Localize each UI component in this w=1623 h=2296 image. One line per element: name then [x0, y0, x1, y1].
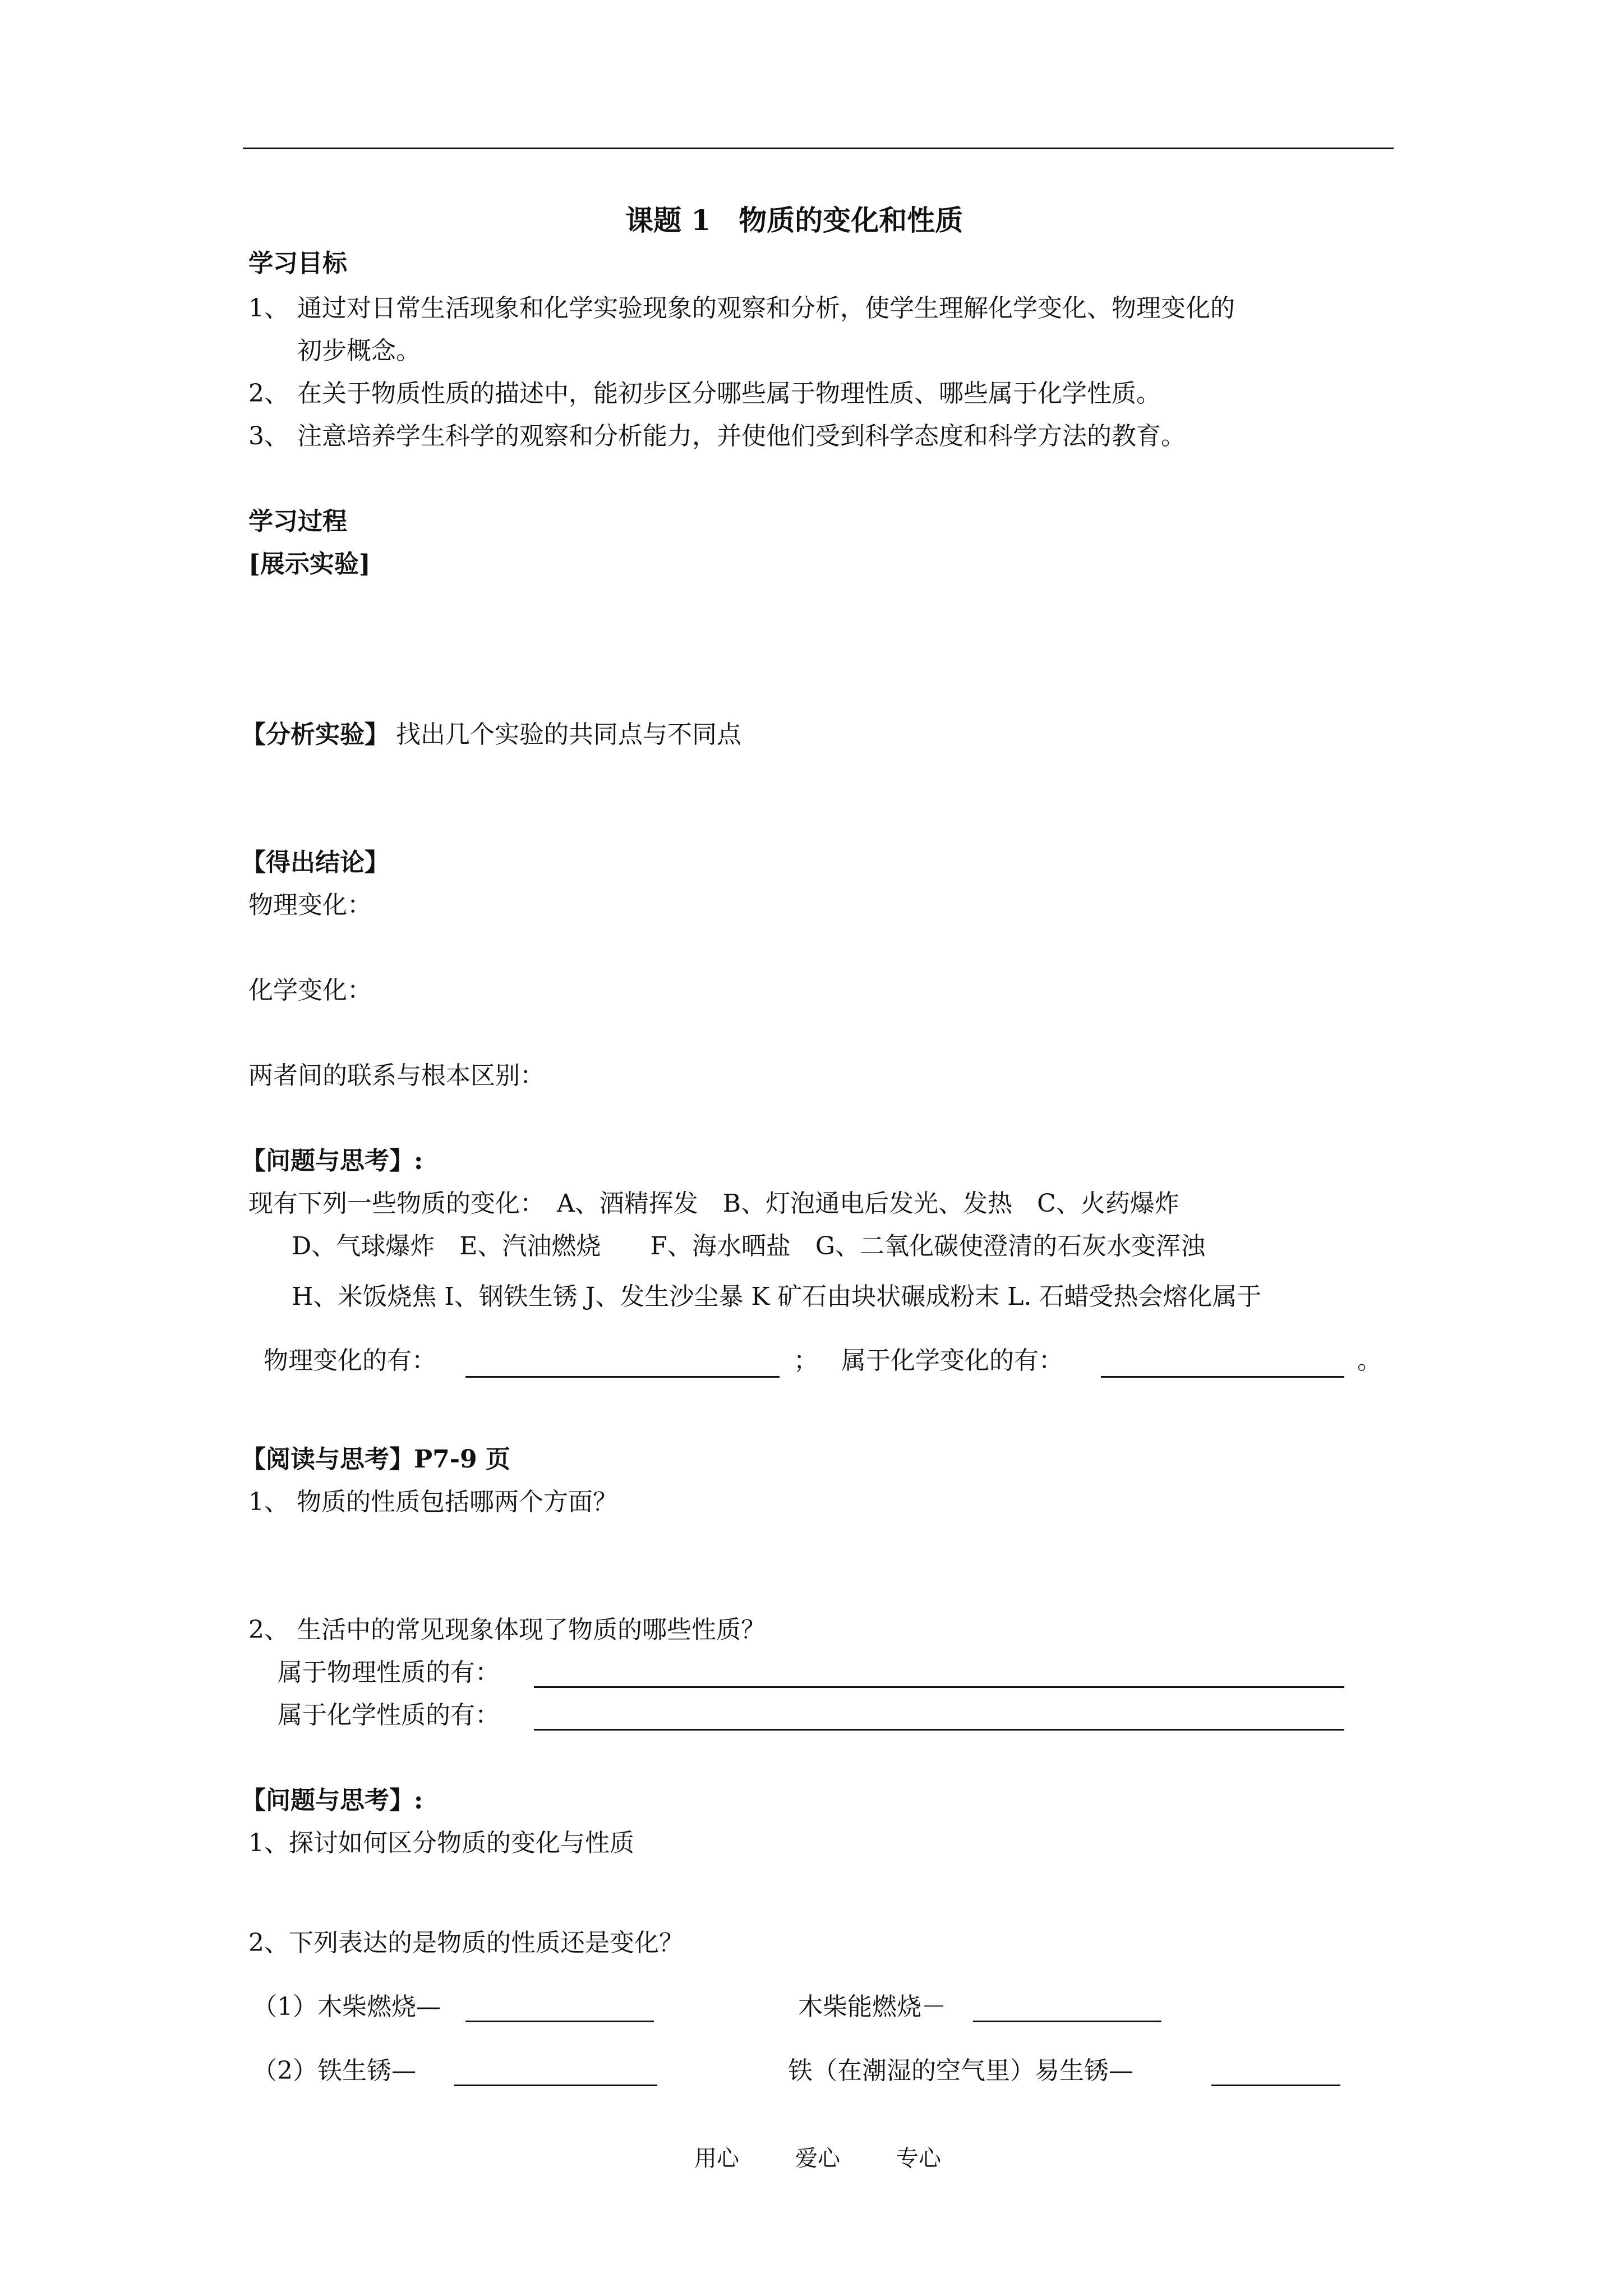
footer-text-3: 专心 — [896, 2146, 941, 2171]
question2-q1: 1、探讨如何区分物质的变化与性质 — [248, 1829, 634, 1857]
footer-text-1: 用心 — [694, 2146, 739, 2171]
analysis-label: 【分析实验】 — [241, 720, 389, 749]
chemical-props-blank[interactable] — [534, 1729, 1344, 1731]
item-1-left-blank[interactable] — [465, 2021, 654, 2022]
goal-1-num: 1、 — [248, 294, 289, 323]
item-2-right: 铁（在潮湿的空气里）易生锈— — [788, 2056, 1133, 2085]
reading-q1: 1、 物质的性质包括哪两个方面？ — [248, 1488, 617, 1516]
physical-change-label: 物理变化： — [248, 891, 372, 919]
footer-text-2: 爱心 — [795, 2146, 840, 2171]
goal-3-text: 注意培养学生科学的观察和分析能力，并使他们受到科学态度和科学方法的教育。 — [297, 422, 1186, 450]
page-title: 课题 1 物质的变化和性质 — [625, 204, 963, 237]
header-rule — [243, 148, 1394, 149]
item-1-left: （1）木柴燃烧— — [252, 1993, 441, 2021]
chemical-change-blank[interactable] — [1101, 1376, 1344, 1378]
physical-props-blank[interactable] — [534, 1686, 1344, 1688]
chemical-change-label: 化学变化： — [248, 976, 372, 1005]
item-2-left-blank[interactable] — [454, 2085, 657, 2086]
goal-3-num: 3、 — [248, 422, 289, 450]
item-1-right-blank[interactable] — [973, 2021, 1161, 2022]
goal-1-cont: 初步概念。 — [297, 337, 421, 365]
item-2-left: （2）铁生锈— — [252, 2056, 416, 2085]
process-heading: 学习过程 — [248, 507, 347, 536]
question2-heading: 【问题与思考】: — [241, 1786, 423, 1815]
goal-1-text: 通过对日常生活现象和化学实验现象的观察和分析，使学生理解化学变化、物理变化的 — [297, 294, 1235, 323]
relation-label: 两者间的联系与根本区别： — [248, 1061, 545, 1090]
reading-heading: 【阅读与思考】P7-9 页 — [241, 1445, 510, 1474]
question1-line1: 现有下列一些物质的变化： A、酒精挥发 B、灯泡通电后发光、发热 C、火药爆炸 — [248, 1189, 1179, 1218]
question1-line2: D、气球爆炸 E、汽油燃烧 F、海水晒盐 G、二氧化碳使澄清的石灰水变浑浊 — [292, 1232, 1206, 1260]
goals-heading: 学习目标 — [248, 249, 347, 278]
chemical-props-label: 属于化学性质的有： — [278, 1701, 500, 1729]
physical-props-label: 属于物理性质的有： — [278, 1658, 500, 1687]
answer-end: 。 — [1357, 1346, 1382, 1375]
physical-change-blank[interactable] — [465, 1376, 780, 1378]
conclusion-label: 【得出结论】 — [241, 848, 389, 877]
demo-label: [展示实验] — [248, 550, 371, 578]
physical-change-answer-label: 物理变化的有： — [264, 1346, 436, 1375]
question1-line3: H、米饭烧焦 I、钢铁生锈 J、发生沙尘暴 K 矿石由块状碾成粉末 L. 石蜡受热会熔化属于 — [292, 1282, 1262, 1311]
answer-separator: ； — [794, 1346, 818, 1375]
reading-q2: 2、 生活中的常见现象体现了物质的哪些性质？ — [248, 1616, 766, 1644]
goal-2-text: 在关于物质性质的描述中，能初步区分哪些属于物理性质、哪些属于化学性质。 — [297, 379, 1161, 408]
goal-2-num: 2、 — [248, 379, 289, 408]
chemical-change-answer-label: 属于化学变化的有： — [841, 1346, 1063, 1375]
analysis-text: 找出几个实验的共同点与不同点 — [396, 720, 741, 749]
item-2-right-blank[interactable] — [1211, 2085, 1340, 2086]
question1-heading: 【问题与思考】: — [241, 1147, 423, 1175]
item-1-right: 木柴能燃烧－ — [798, 1993, 946, 2021]
question2-q2: 2、下列表达的是物质的性质还是变化？ — [248, 1929, 684, 1957]
